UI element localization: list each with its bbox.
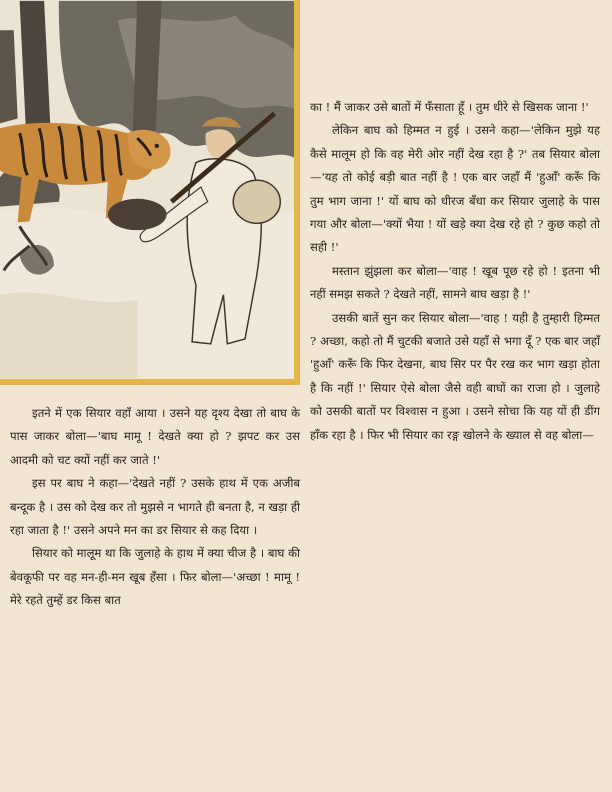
right-text-column <box>310 96 600 447</box>
paragraph: लेकिन बाघ को हिम्मत न हुई । उसने कहा—'लेकिन मुझे यह कैसे मालूम हो कि वह मेरी ओर नहीं देख रहा है ?' तब सियार बोला—'यह तो कोई बड़ी बात नहीं है ! एक बार जहाँ मैं 'हुआँ' करूँ कि तुम भाग जाना !' यों बाघ को धीरज बँधा कर सियार जुलाहे के पास गया और बोला—'क्यों भैया ! यों खड़े क्या देख रहे हो ? कुछ कहो तो सही !' <box>310 123 600 255</box>
left-text-column <box>10 402 300 613</box>
paragraph: उसकी बातें सुन कर सियार बोला—'वाह ! यही है तुम्हारी हिम्मत ? अच्छा, कहो तो मैं चुटकी बजाते उसे यहाँ से भगा दूँ ? एक बार जहाँ 'हुआँ' करूँ कि फिर देखना, बाघ सिर पर पैर रख कर भाग खड़ा होता है कि नहीं !' सियार ऐसे बोला जैसे वही बाघों का राजा हो । जुलाहे को उसकी बातों पर विश्वास न हुआ । उसने सोचा कि यह यों ही डींग हाँक रहा है । फिर भी सियार का रङ्ग खोलने के ख्याल से वह बोला— <box>310 310 600 442</box>
tiger-and-weaver-drawing <box>0 0 294 379</box>
paragraph: सियार को मालूम था कि जुलाहे के हाथ में क्या चीज है । बाघ की बेवकूफी पर वह मन-ही-मन खूब हँसा । फिर बोला—'अच्छा ! मामू ! मेरे रहते तुम्हें डर किस बात <box>10 546 300 608</box>
paragraph: मस्तान झुंझला कर बोला—'वाह ! खूब पूछ रहे हो ! इतना भी नहीं समझ सकते ? देखते नहीं, सामने बाघ खड़ा है !' <box>310 263 600 302</box>
paragraph: इतने में एक सियार वहाँ आया । उसने यह दृश्य देखा तो बाघ के पास जाकर बोला—'बाघ मामू ! देखते क्या हो ? झपट कर उस आदमी को चट क्यों नहीं कर जाते !' <box>10 406 300 467</box>
paragraph: इस पर बाघ ने कहा—'देखते नहीं ? उसके हाथ में एक अजीब बन्दूक है । उस को देख कर तो मुझसे न भागते ही बनता है, न खड़ा ही रहा जाता है !' उसने अपने मन का डर सियार से कह दिया । <box>10 476 300 538</box>
story-illustration <box>0 0 300 385</box>
paragraph: का ! मैं जाकर उसे बातों में फँसाता हूँ । तुम धीरे से खिसक जाना !' <box>310 100 589 114</box>
